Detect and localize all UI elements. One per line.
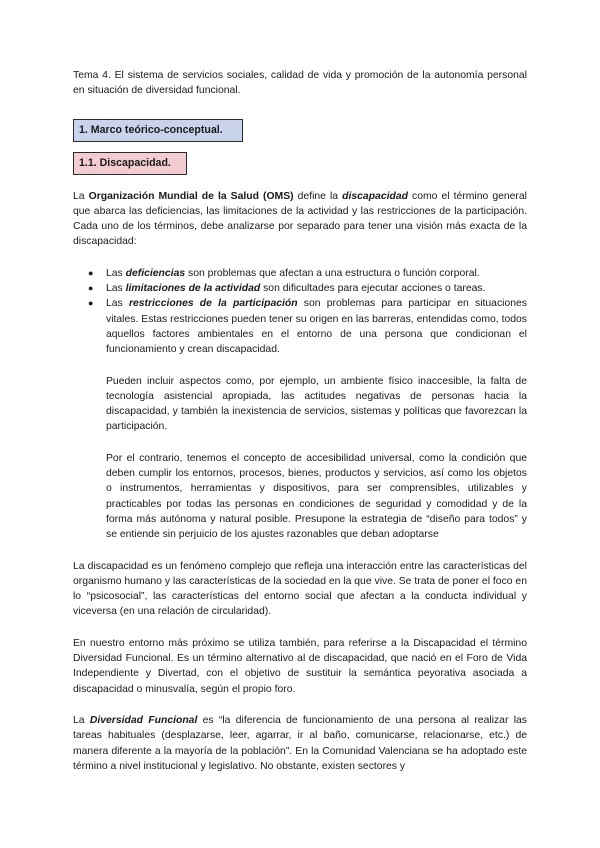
section-heading-1: 1. Marco teórico-conceptual. xyxy=(73,119,243,142)
document-page xyxy=(73,68,527,790)
paragraph-diversidad-definition: La Diversidad Funcional es “la diferencia de funcionamiento de una persona al realizar las tareas habituales (desplazarse, leer, agarrar, ir al baño, comunicarse, relacionarse, etc.) de manera diferente a la mayoría de la población”. En la Comunidad Valenciana se ha adoptado este término a nivel institucional y legislativo. No obstante, existen sectores y xyxy=(73,714,527,772)
diversidad-funcional-term: Diversidad Funcional xyxy=(89,714,198,726)
bullet-term: deficiencias xyxy=(125,267,186,279)
text-run: define la xyxy=(293,190,343,202)
bullet-icon: ● xyxy=(88,283,94,294)
bullet-subparagraph: Pueden incluir aspectos como, por ejemplo, un ambiente físico inaccesible, la falta de tecnología asistencial apropiada, las actitudes negativas de personas hacia la discapacidad, y también la inexistencia de servicios, sistemas y políticas que favorezcan la participación. xyxy=(106,375,527,433)
list-item: ● Las restricciones de la participación son problemas para participar en situaciones vitales. Estas restricciones pueden tener su origen en las barreras, entendidas como, todos aquellos factores ambientales en el entorno de una persona que condicionan el funcionamiento y crean discapacidad. Pueden incluir aspectos como, por ejemplo, un ambiente físico inaccesible, la falta de tecnología asistencial apropiada, las actitudes negativas de personas hacia la discapacidad, y también la inexistencia de servicios, sistemas y políticas que favorezcan la participación. Por el contrario, tenemos el concepto de accesibilidad universal, como la condición que deben cumplir los entornos, procesos, bienes, productos y servicios, así como los objetos o instrumentos, herramientas y dispositivos, para ser comprensibles, utilizables y practicables por todas las personas en condiciones de seguridad y comodidad y de la forma más autónoma y natural posible. Presupone la estrategia de “diseño para todos” y se entiende sin perjuicio de los ajustes razonables que deban adoptarse xyxy=(73,296,527,542)
bullet-term: restricciones de la participación xyxy=(128,298,298,310)
bullet-term: limitaciones de la actividad xyxy=(125,283,261,295)
paragraph-oms-definition xyxy=(73,189,527,250)
discapacidad-term: discapacidad xyxy=(342,190,408,202)
bullet-list xyxy=(73,266,527,543)
text-run: La xyxy=(73,190,89,202)
text-run: como el término general que abarca las deficiencias, las limitaciones de la actividad y las restricciones de la participación. Cada uno de los términos, debe analizarse por separado para tener una visión más exacta de la discapacidad: xyxy=(73,190,527,248)
section-heading-1-1: 1.1. Discapacidad. xyxy=(73,152,187,175)
list-item: ● Las deficiencias son problemas que afectan a una estructura o función corporal. xyxy=(73,266,527,281)
bullet-icon: ● xyxy=(88,298,94,309)
bullet-subparagraph: Por el contrario, tenemos el concepto de accesibilidad universal, como la condición que deben cumplir los entornos, procesos, bienes, productos y servicios, así como los objetos o instrumentos, herramientas y dispositivos, para ser comprensibles, utilizables y practicables por todas las personas en condiciones de seguridad y comodidad y de la forma más autónoma y natural posible. Presupone la estrategia de “diseño para todos” y se entiende sin perjuicio de los ajustes razonables que deban adoptarse xyxy=(106,452,527,541)
list-item: ● Las limitaciones de la actividad son dificultades para ejecutar acciones o tareas. xyxy=(73,281,527,296)
bullet-icon: ● xyxy=(88,267,94,278)
paragraph-psicosocial: La discapacidad es un fenómeno complejo que refleja una interacción entre las características del organismo humano y las características de la sociedad en la que vive. Se trata de poner el foco en lo “psicosocial”, las características del entorno social que afectan a la conducta individual y viceversa (en una relación de circularidad). xyxy=(73,560,527,618)
oms-term: Organización Mundial de la Salud (OMS) xyxy=(88,190,294,202)
paragraph-diversidad-term: En nuestro entorno más próximo se utiliza también, para referirse a la Discapacidad el término Diversidad Funcional. Es un término alternativo al de discapacidad, que nació en el Foro de Vida Independiente y Divertad, con el objetivo de sustituir la semántica peyorativa asociada a discapacidad o minusvalía, según el propio foro. xyxy=(73,637,527,695)
topic-intro: Tema 4. El sistema de servicios sociales, calidad de vida y promoción de la autonomía personal en situación de diversidad funcional. xyxy=(73,70,527,97)
